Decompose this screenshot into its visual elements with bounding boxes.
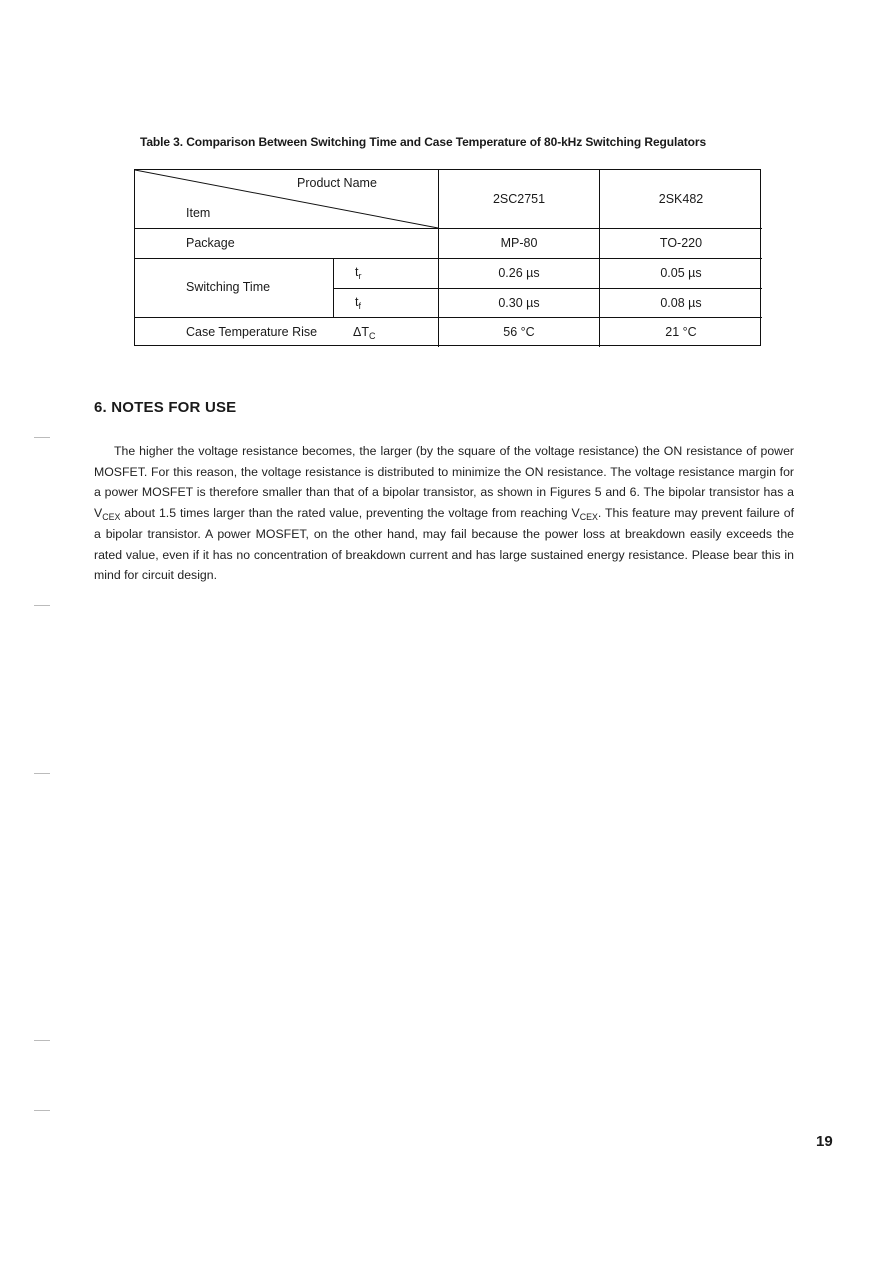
page-number: 19	[816, 1133, 833, 1150]
row-package-a: MP-80	[500, 236, 538, 250]
row-case-temp-label: Case Temperature Rise	[186, 325, 318, 339]
margin-mark	[34, 437, 50, 438]
header-diagonal	[135, 170, 439, 229]
tr-symbol-main: t	[355, 265, 359, 279]
table-caption: Table 3. Comparison Between Switching Time and Case Temperature of 80-kHz Switching Regulators	[140, 135, 707, 149]
row-case-temp-symbol	[353, 325, 376, 340]
tf-symbol-main: t	[355, 295, 359, 309]
row-tf-b: 0.08 µs	[660, 296, 702, 310]
margin-mark	[34, 773, 50, 774]
margin-mark	[34, 1040, 50, 1041]
row-package-label: Package	[186, 236, 235, 250]
notes-paragraph	[94, 441, 794, 586]
margin-mark	[34, 605, 50, 606]
header-product-name: Product Name	[297, 176, 377, 190]
table-rule	[135, 258, 762, 259]
margin-mark	[34, 1110, 50, 1111]
table-rule	[135, 317, 762, 318]
row-case-temp-a: 56 °C	[503, 325, 535, 339]
vcex-main: V	[94, 505, 103, 520]
row-tf-symbol	[355, 295, 361, 310]
vcex-symbol	[94, 506, 120, 520]
vcex-symbol	[572, 506, 598, 520]
section-heading: 6. NOTES FOR USE	[94, 399, 237, 416]
row-case-temp-b: 21 °C	[665, 325, 697, 339]
table-rule	[333, 258, 334, 317]
row-tr-symbol	[355, 265, 361, 280]
header-col-b: 2SK482	[658, 192, 704, 206]
row-tr-b: 0.05 µs	[660, 266, 702, 280]
row-switching-label: Switching Time	[186, 280, 271, 294]
paragraph-text: The higher the voltage resistance becomes, the larger (by the square of the voltage resistance) the ON resistance of power MOSFET. For this reason, the voltage resistance is distributed to minimize the ON resistance. The voltage resistance margin for a power MOSFET is therefore smaller than that of a bipolar transistor, as shown in Figures 5 and 6. The bipolar transistor has a	[94, 444, 794, 499]
comparison-table	[134, 169, 761, 346]
case-temp-symbol-main: ΔT	[353, 325, 369, 339]
header-item: Item	[186, 206, 211, 220]
header-col-a: 2SC2751	[492, 192, 546, 206]
row-tf-a: 0.30 µs	[498, 296, 540, 310]
tf-symbol-sub: f	[358, 301, 361, 311]
vcex-main: V	[571, 505, 580, 520]
row-tr-a: 0.26 µs	[498, 266, 540, 280]
row-package-b: TO-220	[659, 236, 703, 250]
vcex-sub: CEX	[102, 511, 121, 522]
case-temp-symbol-sub: C	[369, 331, 376, 341]
table-rule	[333, 288, 762, 289]
tr-symbol-sub: r	[358, 271, 362, 281]
paragraph-text: . This feature may prevent failure of a bipolar transistor. A power MOSFET, on the other hand, may fail because the power loss at breakdown easily exceeds the rated value, even if it has no concentration of breakdown current and has large sustained energy resistance. Please bear this in mind for circuit design.	[94, 505, 794, 582]
paragraph-text: about 1.5 times larger than the rated value, preventing the voltage from reaching	[120, 505, 572, 520]
vcex-sub: CEX	[579, 511, 598, 522]
